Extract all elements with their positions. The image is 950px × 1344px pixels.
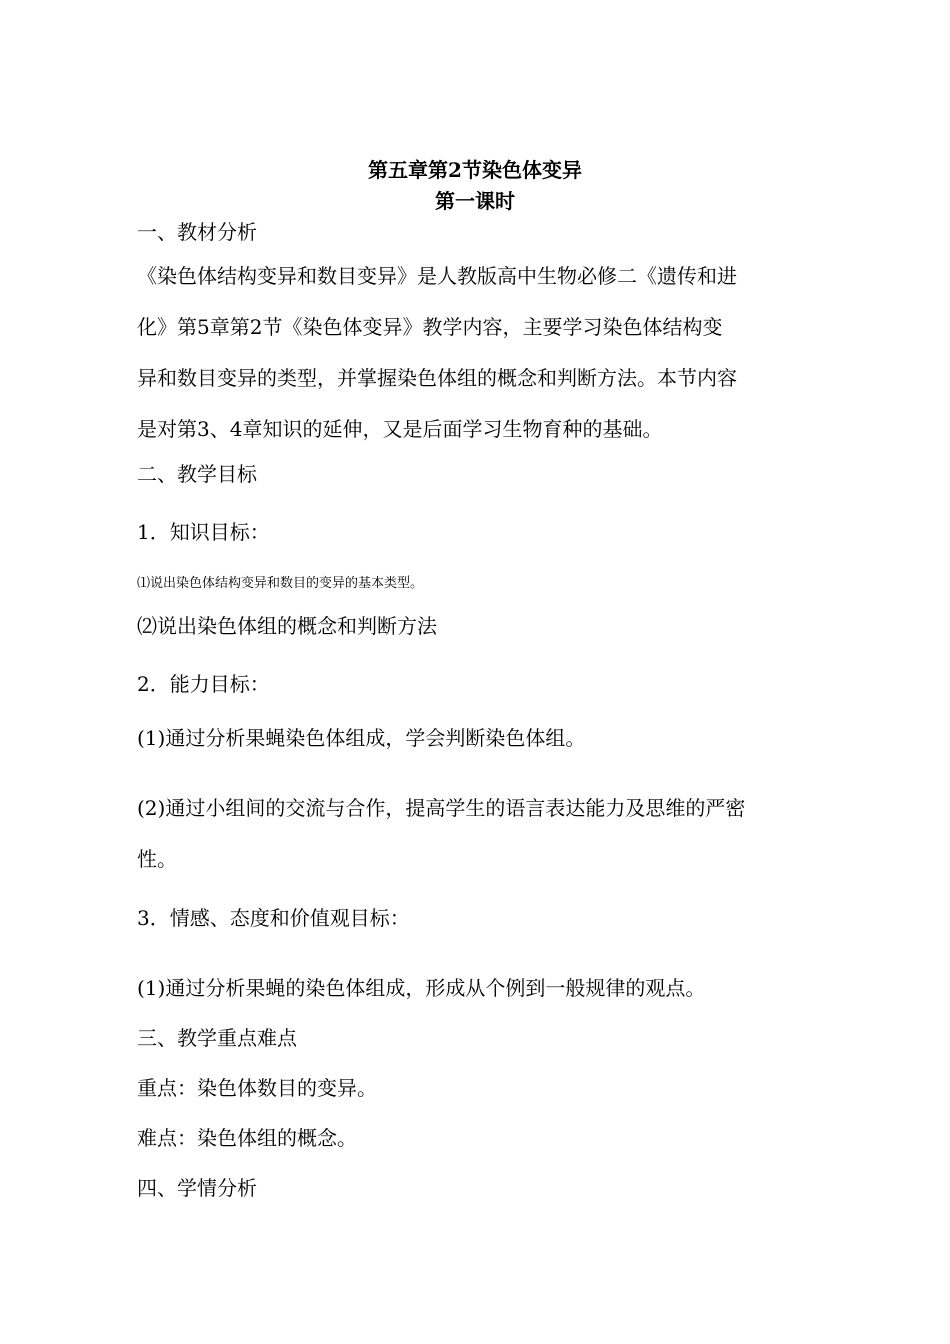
knowledge-goal-heading: 1．知识目标： xyxy=(137,520,270,544)
document-subtitle: 第一课时 xyxy=(435,189,515,213)
difficult-point: 难点：染色体组的概念。 xyxy=(137,1126,357,1150)
section-heading-textbook-analysis: 一、教材分析 xyxy=(137,220,257,244)
paragraph-line: 《染色体结构变异和数目变异》是人教版高中生物必修二《遗传和进 xyxy=(137,264,737,288)
section-heading-teaching-goals: 二、教学目标 xyxy=(137,462,257,486)
knowledge-goal-item-2: ⑵说出染色体组的概念和判断方法 xyxy=(137,614,437,638)
ability-goal-item-2-line-1: (2)通过小组间的交流与合作，提高学生的语言表达能力及思维的严密 xyxy=(137,796,746,820)
section-heading-learner-analysis: 四、学情分析 xyxy=(137,1176,257,1200)
attitude-goal-item-1: (1)通过分析果蝇的染色体组成，形成从个例到一般规律的观点。 xyxy=(137,976,706,1000)
knowledge-goal-item-1: ⑴说出染色体结构变异和数目的变异的基本类型。 xyxy=(137,576,424,591)
paragraph-line: 异和数目变异的类型，并掌握染色体组的概念和判断方法。本节内容 xyxy=(137,366,737,390)
section-heading-key-difficult-points: 三、教学重点难点 xyxy=(137,1026,297,1050)
document-title: 第五章第2节染色体变异 xyxy=(368,158,582,182)
ability-goal-item-1: (1)通过分析果蝇染色体组成，学会判断染色体组。 xyxy=(137,726,586,750)
textbook-analysis-paragraph xyxy=(137,262,817,466)
ability-goal-item-2-line-2: 性。 xyxy=(137,847,177,871)
paragraph-line: 化》第5章第2节《染色体变异》教学内容，主要学习染色体结构变 xyxy=(137,315,723,339)
ability-goal-heading: 2．能力目标： xyxy=(137,672,270,696)
paragraph-line: 是对第3、4章知识的延伸，又是后面学习生物育种的基础。 xyxy=(137,417,663,441)
attitude-goal-heading: 3．情感、态度和价值观目标： xyxy=(137,906,410,930)
key-point: 重点：染色体数目的变异。 xyxy=(137,1076,377,1100)
